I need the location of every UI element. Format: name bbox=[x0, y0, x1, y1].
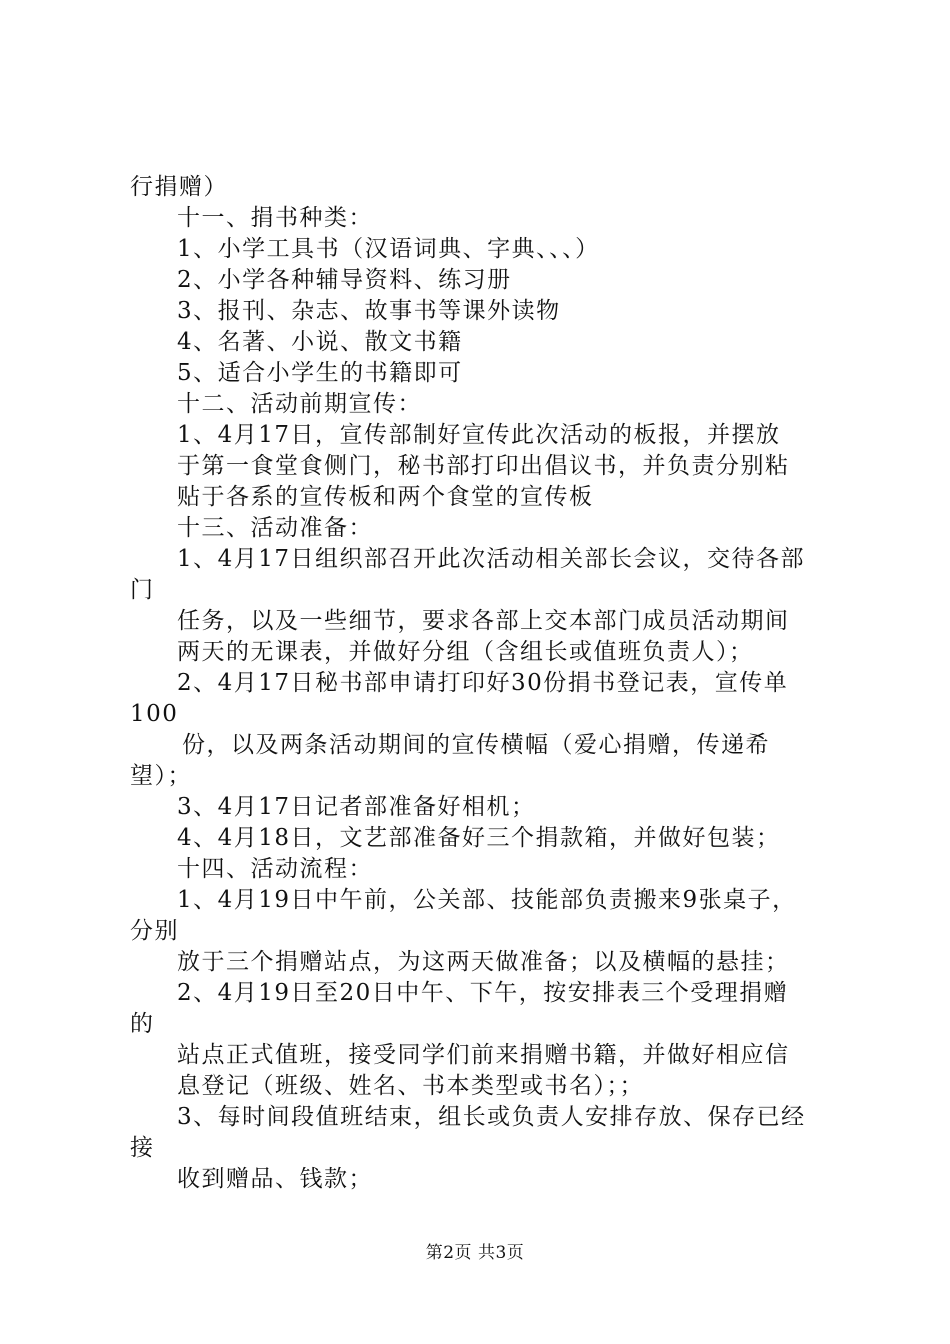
text-line: 十二、活动前期宣传： bbox=[177, 391, 422, 417]
text-line: 1、小学工具书（汉语词典、字典、、、） bbox=[177, 236, 600, 262]
text-line: 贴于各系的宣传板和两个食堂的宣传板 bbox=[177, 484, 594, 510]
text-line: 放于三个捐赠站点，为这两天做准备；以及横幅的悬挂； bbox=[177, 949, 790, 975]
text-line: 1、4月17日组织部召开此次活动相关部长会议，交待各部 bbox=[177, 546, 806, 572]
text-line: 份，以及两条活动期间的宣传横幅（爱心捐赠，传递希 bbox=[182, 732, 770, 758]
text-line: 接 bbox=[130, 1135, 155, 1161]
text-line: 100 bbox=[130, 701, 179, 727]
text-line: 两天的无课表，并做好分组（含组长或值班负责人）； bbox=[177, 639, 754, 665]
text-line: 于第一食堂食侧门，秘书部打印出倡议书，并负责分别粘 bbox=[177, 453, 790, 479]
text-line: 十四、活动流程： bbox=[177, 856, 373, 882]
text-line: 3、报刊、杂志、故事书等课外读物 bbox=[177, 298, 561, 324]
text-line: 2、4月19日至20日中午、下午，按安排表三个受理捐赠 bbox=[177, 980, 789, 1006]
page-footer: 第2页 共3页 bbox=[425, 1243, 525, 1263]
text-line: 3、每时间段值班结束，组长或负责人安排存放、保存已经 bbox=[177, 1104, 806, 1130]
text-line: 4、名著、小说、散文书籍 bbox=[177, 329, 463, 355]
text-line: 3、4月17日记者部准备好相机； bbox=[177, 794, 536, 820]
text-line: 望）； bbox=[130, 763, 192, 789]
text-line: 分别 bbox=[130, 918, 179, 944]
text-line: 任务，以及一些细节，要求各部上交本部门成员活动期间 bbox=[177, 608, 790, 634]
text-line: 收到赠品、钱款； bbox=[177, 1166, 373, 1192]
text-line: 2、小学各种辅导资料、练习册 bbox=[177, 267, 512, 293]
document-body bbox=[130, 172, 840, 1195]
text-line: 1、4月17日，宣传部制好宣传此次活动的板报，并摆放 bbox=[177, 422, 781, 448]
text-line: 的 bbox=[130, 1011, 155, 1037]
text-line: 站点正式值班，接受同学们前来捐赠书籍，并做好相应信 bbox=[177, 1042, 790, 1068]
text-line: 5、适合小学生的书籍即可 bbox=[177, 360, 463, 386]
text-line: 十三、活动准备： bbox=[177, 515, 373, 541]
text-line: 门 bbox=[130, 577, 155, 603]
text-line: 息登记（班级、姓名、书本类型或书名）；； bbox=[177, 1073, 644, 1099]
text-line: 4、4月18日，文艺部准备好三个捐款箱，并做好包装； bbox=[177, 825, 781, 851]
text-line: 2、4月17日秘书部申请打印好30份捐书登记表，宣传单 bbox=[177, 670, 789, 696]
text-line: 1、4月19日中午前，公关部、技能部负责搬来9张桌子， bbox=[177, 887, 797, 913]
text-line: 十一、捐书种类： bbox=[177, 205, 373, 231]
text-line: 行捐赠） bbox=[130, 174, 228, 200]
